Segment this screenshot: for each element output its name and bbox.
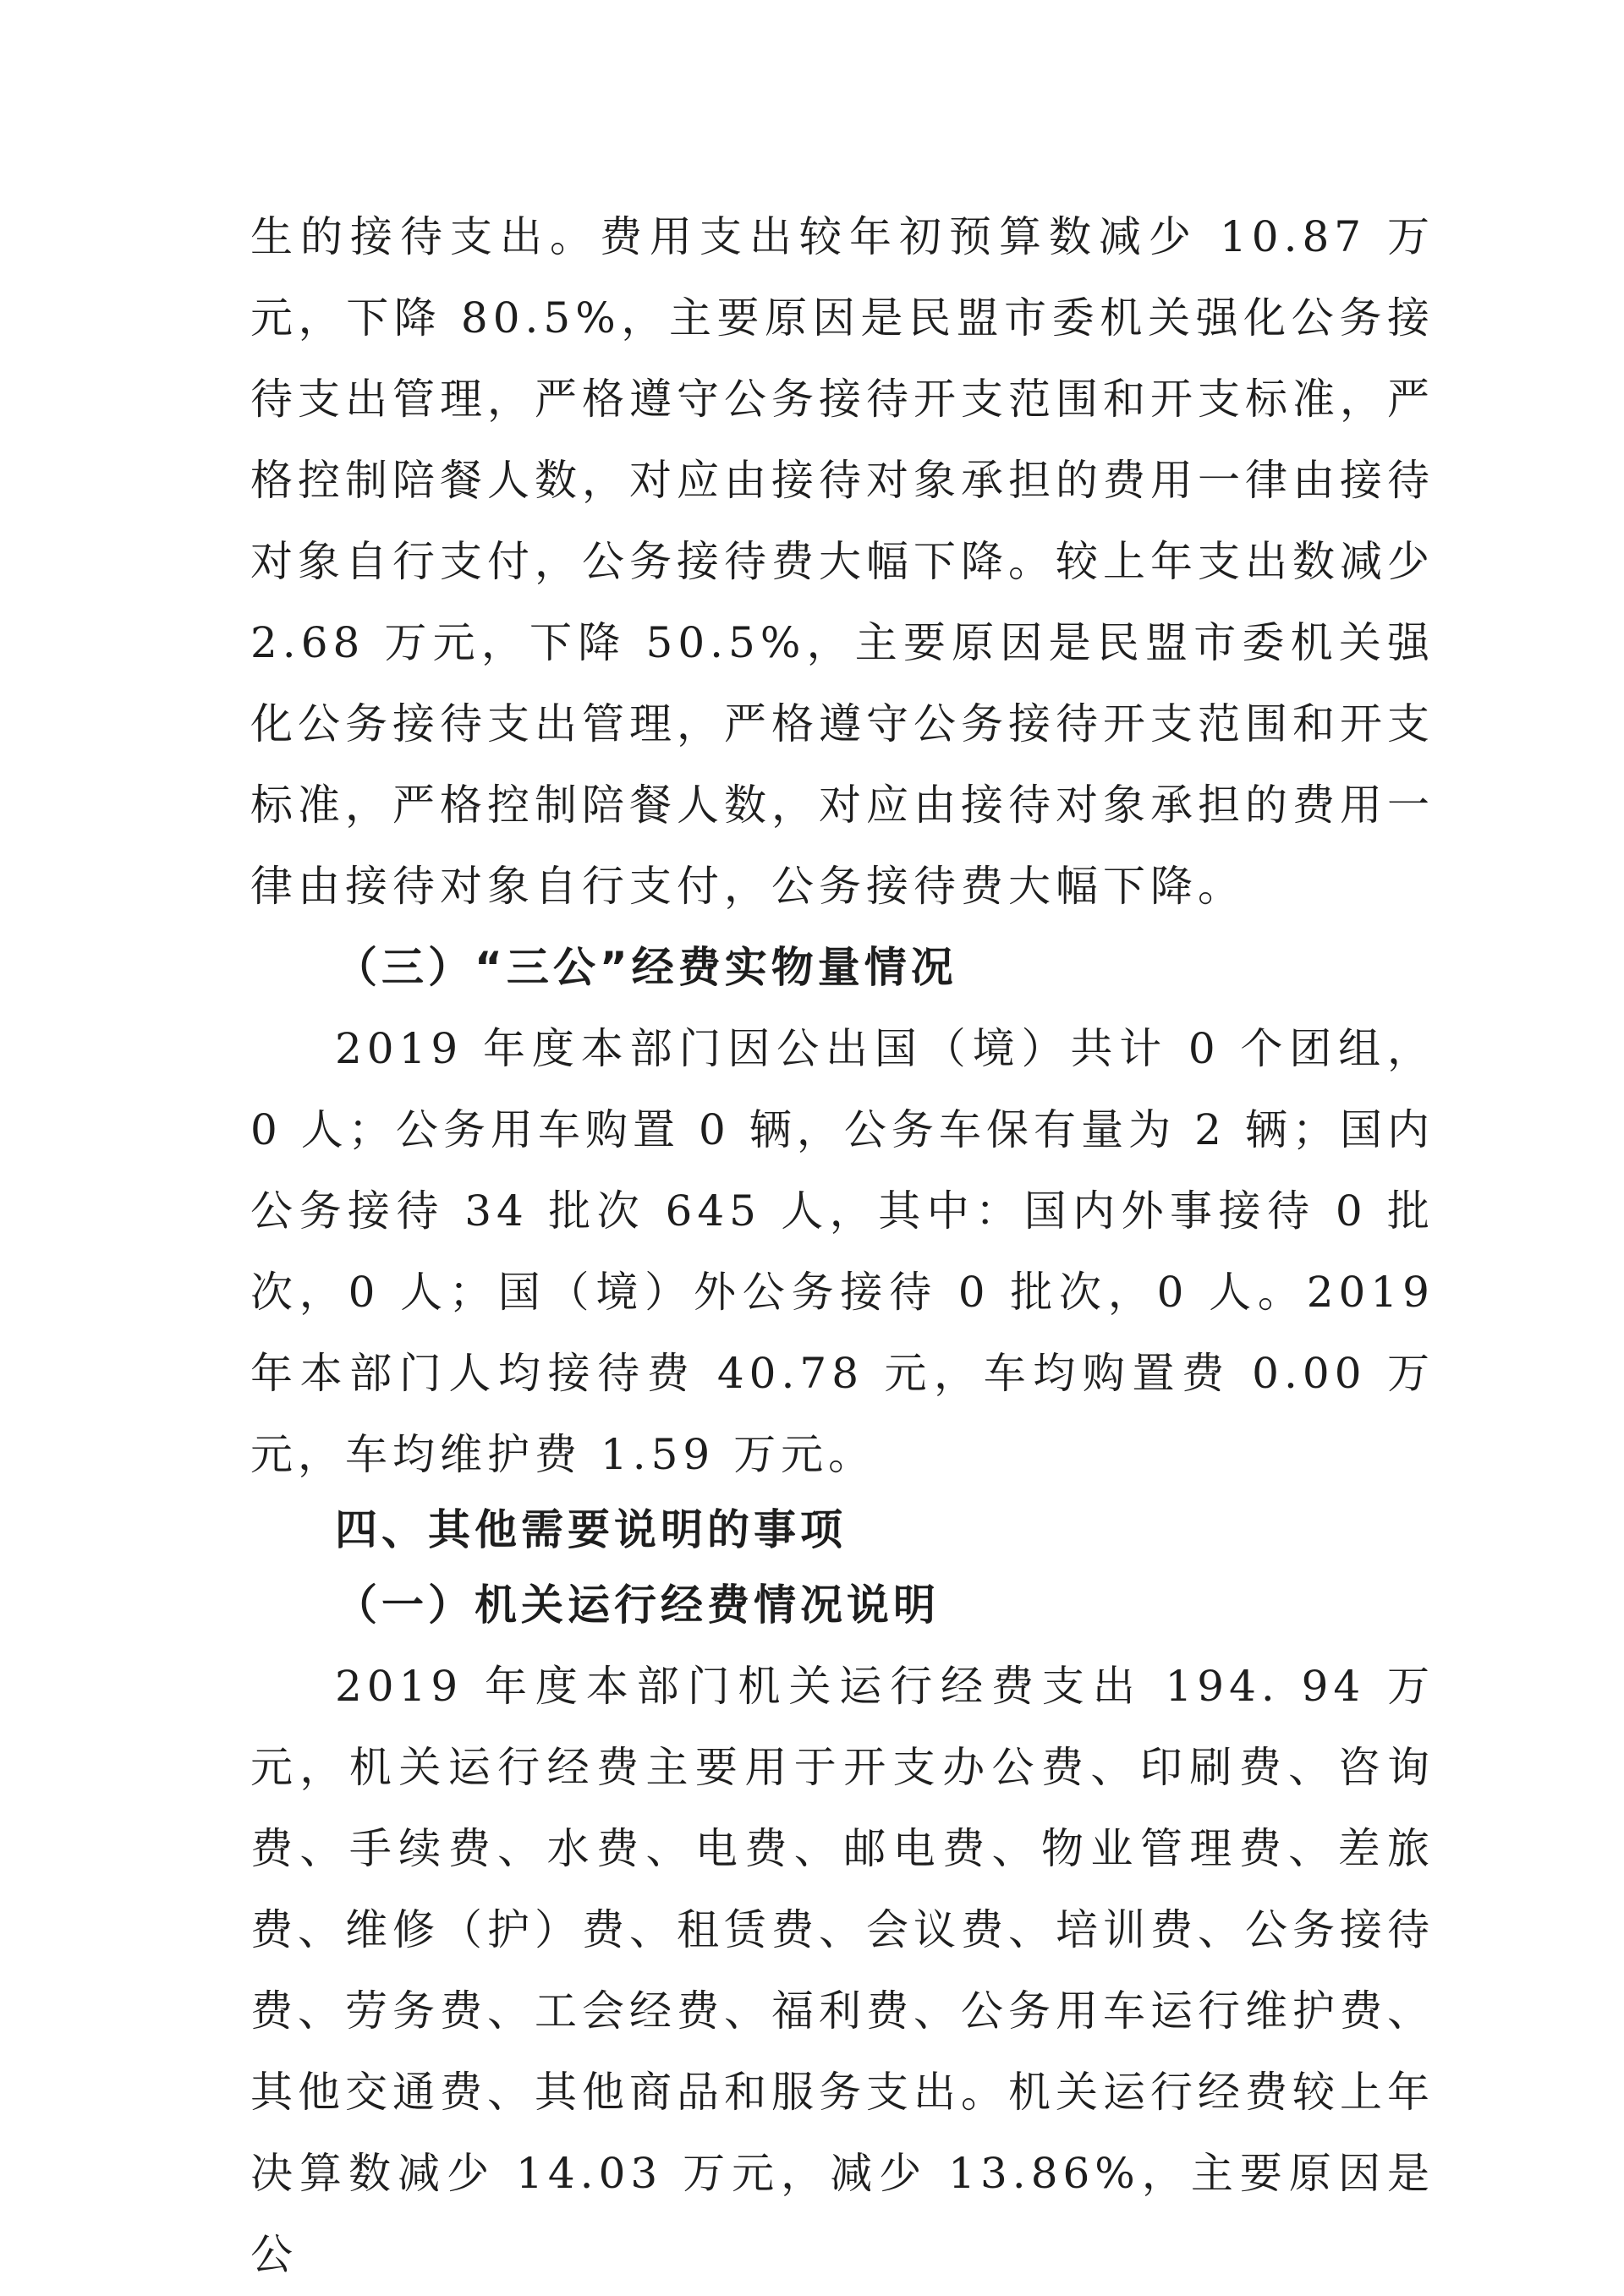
- heading-operating-expense: （一）机关运行经费情况说明: [335, 1581, 940, 1630]
- paragraph-operating-expense: 2019 年度本部门机关运行经费支出 194. 94 万元，机关运行经费主要用于开支办公费、印刷费、咨询费、手续费、水费、电费、邮电费、物业管理费、差旅费、维修（护）费、租赁费、会议费、培训费、公务接待费、劳务费、工会经费、福利费、公务用车运行维护费、其他交通费、其他商品和服务支出。机关运行经费较上年决算数减少 14.03 万元，减少 13.86%，主要原因是公: [250, 1662, 1435, 2279]
- heading-other-matters: 四、其他需要说明的事项: [335, 1505, 847, 1554]
- paragraph-hospitality-expense: 生的接待支出。费用支出较年初预算数减少 10.87 万元，下降 80.5%，主要原因是民盟市委机关强化公务接待支出管理，严格遵守公务接待开支范围和开支标准，严格控制陪餐人数，对应由接待对象承担的费用一律由接待对象自行支付，公务接待费大幅下降。较上年支出数减少 2.68 万元，下降 50.5%，主要原因是民盟市委机关强化公务接待支出管理，严格遵守公务接待开支范围和开支标准，严格控制陪餐人数，对应由接待对象承担的费用一律由接待对象自行支付，公务接待费大幅下降。: [250, 212, 1435, 911]
- scan-edge-mark: [736, 2258, 888, 2283]
- heading-three-public-physical: （三）“三公”经费实物量情况: [335, 943, 957, 992]
- paragraph-physical-quantity: 2019 年度本部门因公出国（境）共计 0 个团组，0 人；公务用车购置 0 辆，公务车保有量为 2 辆；国内公务接待 34 批次 645 人，其中：国内外事接待 0 批次，0 人；国（境）外公务接待 0 批次，0 人。2019 年本部门人均接待费 40.78 元，车均购置费 0.00 万元，车均维护费 1.59 万元。: [250, 1024, 1435, 1479]
- document-body: [250, 196, 1435, 2295]
